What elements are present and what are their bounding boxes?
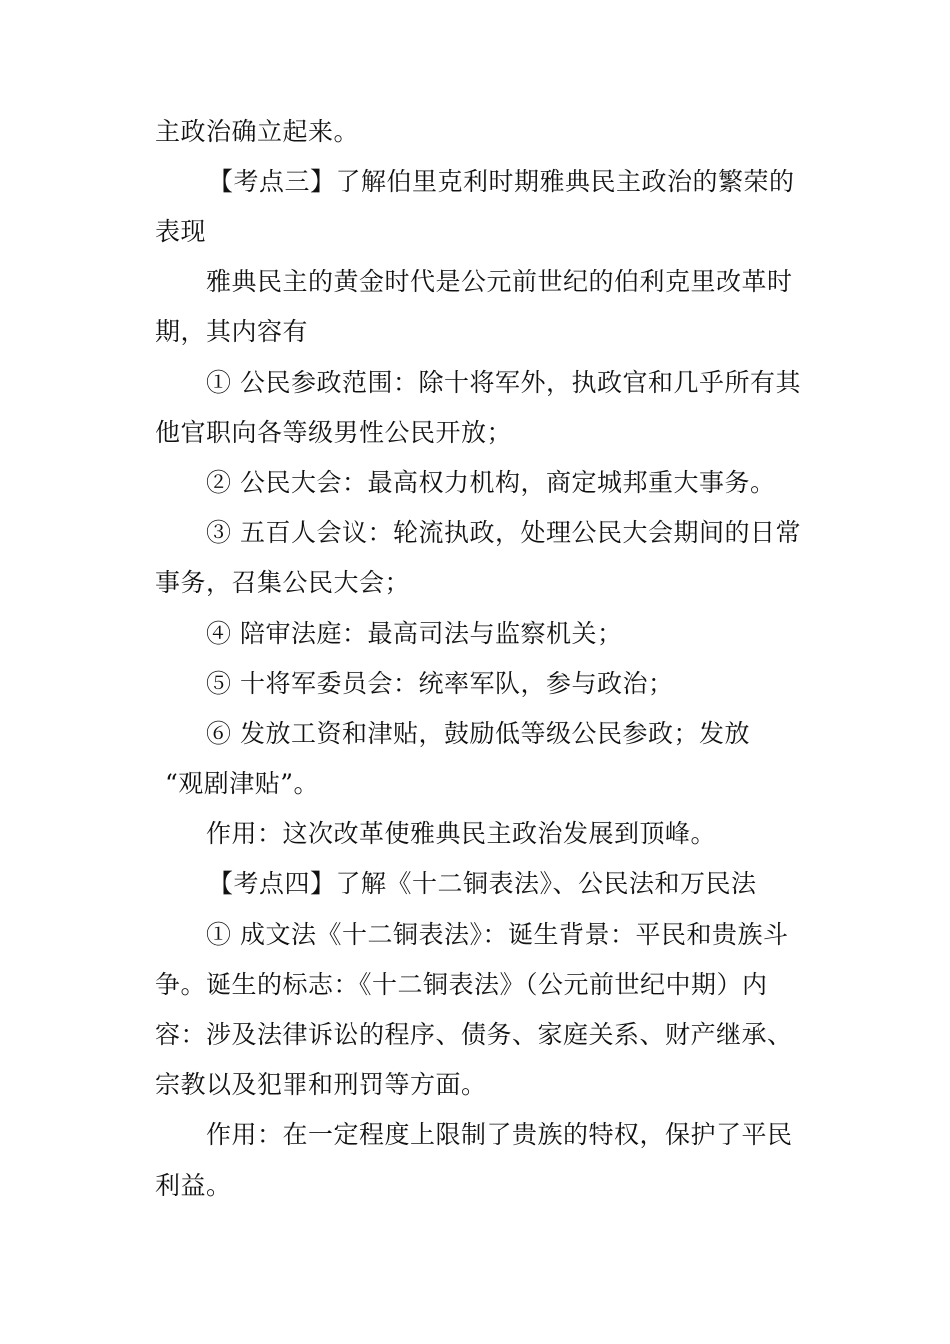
section-heading: 【考点三】了解伯里克利时期雅典民主政治的繁荣的: [208, 167, 795, 196]
list-item: ① 公民参政范围：除十将军外，执政官和几乎所有其: [206, 368, 801, 397]
list-item: ④ 陪审法庭：最高司法与监察机关；: [206, 619, 623, 648]
text-line: 事务，召集公民大会；: [155, 568, 411, 597]
section-heading: 【考点四】了解《十二铜表法》、公民法和万民法: [208, 869, 757, 898]
list-item: ① 成文法《十二铜表法》：诞生背景：平民和贵族斗: [206, 920, 789, 949]
text-line: 作用：在一定程度上限制了贵族的特权，保护了平民: [206, 1120, 793, 1149]
text-line: 利益。: [155, 1171, 232, 1200]
text-line: 容：涉及法律诉讼的程序、债务、家庭关系、财产继承、: [155, 1020, 793, 1049]
text-line: 主政治确立起来。: [155, 117, 360, 146]
text-line: 他官职向各等级男性公民开放；: [155, 418, 513, 447]
text-line: 雅典民主的黄金时代是公元前世纪的伯利克里改革时: [206, 267, 793, 296]
list-item: ③ 五百人会议：轮流执政，处理公民大会期间的日常: [206, 518, 801, 547]
list-item: ⑥ 发放工资和津贴，鼓励低等级公民参政；发放: [206, 719, 750, 748]
text-line: 表现: [155, 217, 207, 246]
text-line: “观剧津贴”。: [165, 769, 320, 798]
list-item: ② 公民大会：最高权力机构，商定城邦重大事务。: [206, 468, 776, 497]
text-line: 作用：这次改革使雅典民主政治发展到顶峰。: [206, 819, 717, 848]
text-line: 期，其内容有: [155, 317, 309, 346]
list-item: ⑤ 十将军委员会：统率军队，参与政治；: [206, 669, 674, 698]
text-line: 宗教以及犯罪和刑罚等方面。: [155, 1070, 487, 1099]
text-line: 争。诞生的标志：《十二铜表法》（公元前世纪中期）内: [155, 970, 768, 999]
